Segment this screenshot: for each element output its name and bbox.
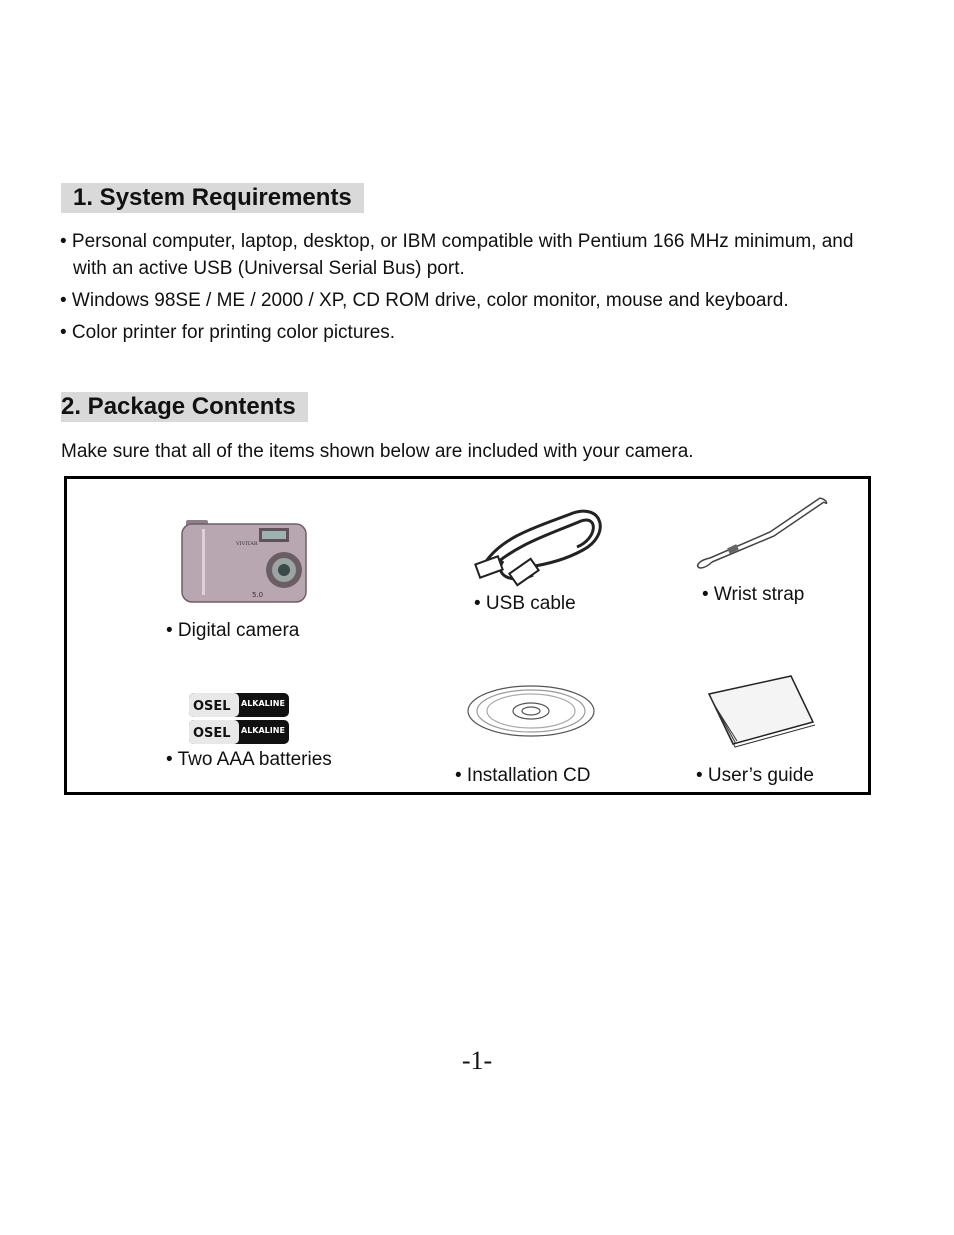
package-item-label: • Digital camera xyxy=(166,620,300,641)
section-heading-package-contents: 2. Package Contents xyxy=(61,392,308,422)
package-item-label: • USB cable xyxy=(474,593,576,614)
package-item-label: • Installation CD xyxy=(455,765,591,786)
package-item-label: • Two AAA batteries xyxy=(166,749,332,770)
camera-model-text: 5.0 xyxy=(252,591,264,599)
battery-type-text: ALKALINE xyxy=(241,726,285,735)
package-intro: Make sure that all of the items shown below are included with your camera. xyxy=(61,441,694,462)
requirement-item xyxy=(60,228,920,282)
requirement-text: • Windows 98SE / ME / 2000 / XP, CD ROM drive, color monitor, mouse and keyboard. xyxy=(60,290,789,311)
battery-brand-text: OSEL xyxy=(193,699,231,714)
requirement-text: with an active USB (Universal Serial Bus) port. xyxy=(73,258,465,279)
battery-brand-text: OSEL xyxy=(193,726,231,741)
section-heading-system-requirements: 1. System Requirements xyxy=(61,183,364,213)
svg-text:VIVITAR: VIVITAR xyxy=(236,541,258,547)
battery-type-text: ALKALINE xyxy=(241,699,285,708)
page-number: -1- xyxy=(461,1046,493,1075)
package-item-label: • Wrist strap xyxy=(702,584,805,605)
requirement-item xyxy=(60,319,920,346)
batteries-icon xyxy=(187,691,293,747)
digital-camera-icon xyxy=(180,515,310,605)
package-contents-box xyxy=(64,476,871,795)
requirement-item xyxy=(60,287,920,314)
user-guide-icon xyxy=(705,672,817,748)
wrist-strap-icon xyxy=(690,492,830,572)
package-item-label: • User’s guide xyxy=(696,765,814,786)
requirement-text: • Personal computer, laptop, desktop, or IBM compatible with Pentium 166 MHz minimum, and xyxy=(60,231,854,252)
cd-icon xyxy=(465,683,597,739)
requirement-text: • Color printer for printing color pictures. xyxy=(60,322,396,343)
usb-cable-icon xyxy=(473,505,608,591)
